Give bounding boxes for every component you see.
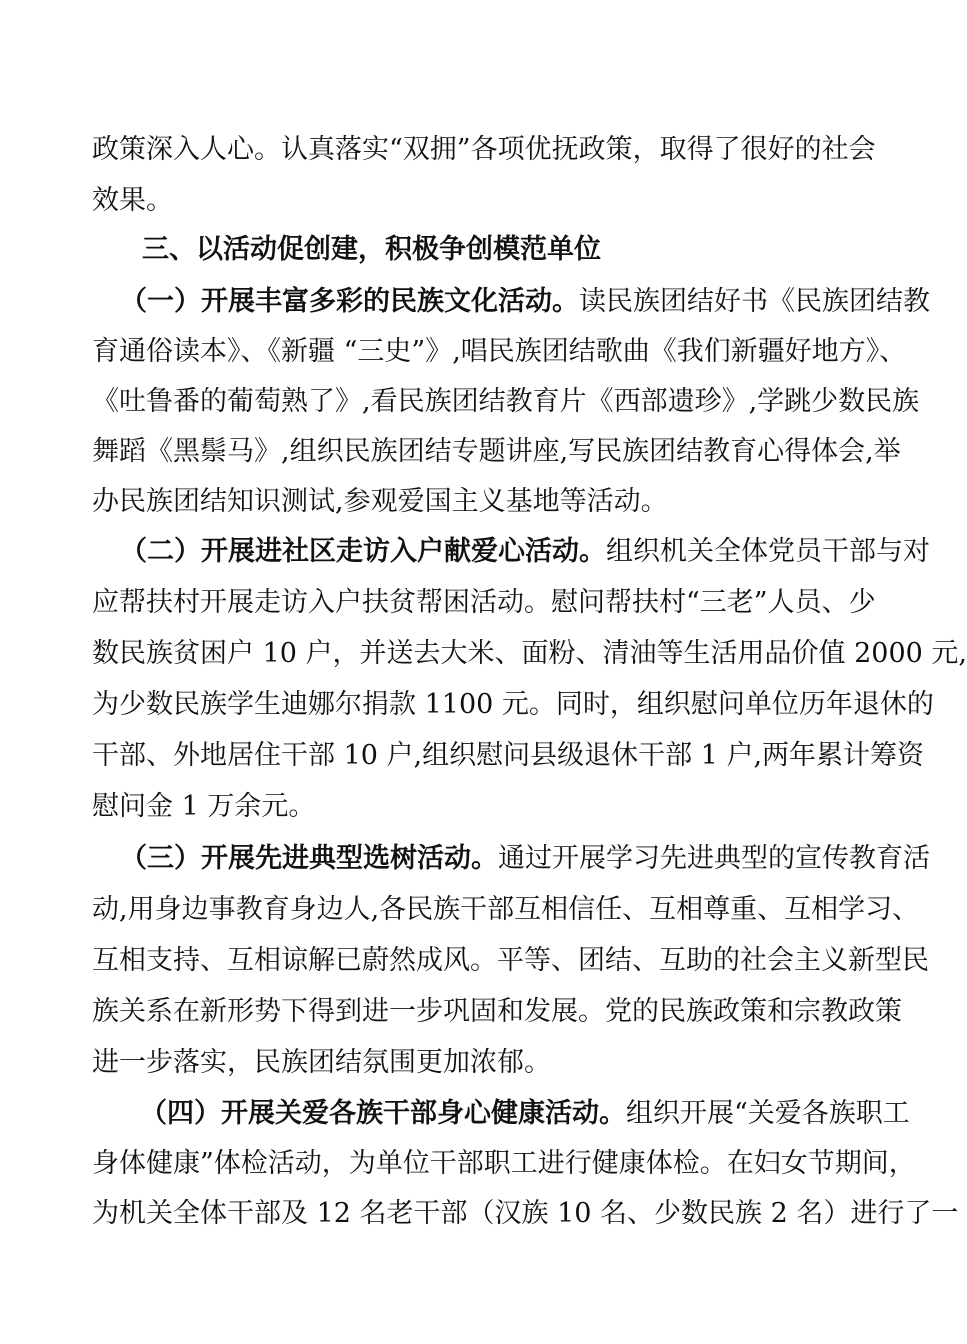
paragraph-line: 慰问金 1 万余元。 bbox=[92, 791, 316, 822]
paragraph-line: 数民族贫困户 10 户，并送去大米、面粉、清油等生活用品价值 2000 元, bbox=[92, 638, 967, 669]
paragraph-line: 身体健康”体检活动，为单位干部职工进行健康体检。在妇女节期间， bbox=[92, 1148, 916, 1179]
paragraph-line: 动,用身边事教育身边人,各民族干部互相信任、互相尊重、互相学习、 bbox=[92, 894, 920, 925]
item-title: （一）开展丰富多彩的民族文化活动。 bbox=[120, 286, 579, 317]
paragraph-line: 育通俗读本》、《新疆 “三史”》,唱民族团结歌曲《我们新疆好地方》、 bbox=[92, 336, 907, 367]
paragraph-line: 互相支持、互相谅解已蔚然成风。平等、团结、互助的社会主义新型民 bbox=[92, 945, 929, 976]
item-text: 读民族团结好书《民族团结教 bbox=[579, 286, 930, 317]
item-text: 组织机关全体党员干部与对 bbox=[606, 536, 930, 567]
paragraph-first-line bbox=[140, 1096, 910, 1132]
paragraph-line: 舞蹈《黑鬃马》,组织民族团结专题讲座,写民族团结教育心得体会,举 bbox=[92, 436, 901, 467]
paragraph-first-line bbox=[120, 841, 930, 877]
paragraph-line: 《吐鲁番的葡萄熟了》,看民族团结教育片《西部遗珍》,学跳少数民族 bbox=[92, 386, 920, 417]
paragraph-first-line bbox=[120, 534, 930, 570]
paragraph-line: 办民族团结知识测试,参观爱国主义基地等活动。 bbox=[92, 486, 668, 517]
item-text: 组织开展“关爱各族职工 bbox=[626, 1098, 910, 1129]
paragraph-line: 干部、外地居住干部 10 户,组织慰问县级退休干部 1 户,两年累计筹资 bbox=[92, 740, 925, 771]
paragraph-line: 效果。 bbox=[92, 185, 173, 216]
item-title: （三）开展先进典型选树活动。 bbox=[120, 843, 498, 874]
item-title: （四）开展关爱各族干部身心健康活动。 bbox=[140, 1098, 626, 1129]
section-heading: 三、以活动促创建，积极争创模范单位 bbox=[142, 234, 601, 265]
item-title: （二）开展进社区走访入户献爱心活动。 bbox=[120, 536, 606, 567]
item-text: 通过开展学习先进典型的宣传教育活 bbox=[498, 843, 930, 874]
paragraph-line: 应帮扶村开展走访入户扶贫帮困活动。慰问帮扶村“三老”人员、少 bbox=[92, 587, 876, 618]
paragraph-first-line bbox=[120, 284, 930, 320]
paragraph-line: 为少数民族学生迪娜尔捐款 1100 元。同时，组织慰问单位历年退休的 bbox=[92, 689, 934, 720]
paragraph-line: 族关系在新形势下得到进一步巩固和发展。党的民族政策和宗教政策 bbox=[92, 996, 902, 1027]
paragraph-line: 政策深入人心。认真落实“双拥”各项优抚政策，取得了很好的社会 bbox=[92, 134, 876, 165]
paragraph-line: 进一步落实，民族团结氛围更加浓郁。 bbox=[92, 1047, 551, 1078]
paragraph-line: 为机关全体干部及 12 名老干部（汉族 10 名、少数民族 2 名）进行了一 bbox=[92, 1198, 959, 1229]
